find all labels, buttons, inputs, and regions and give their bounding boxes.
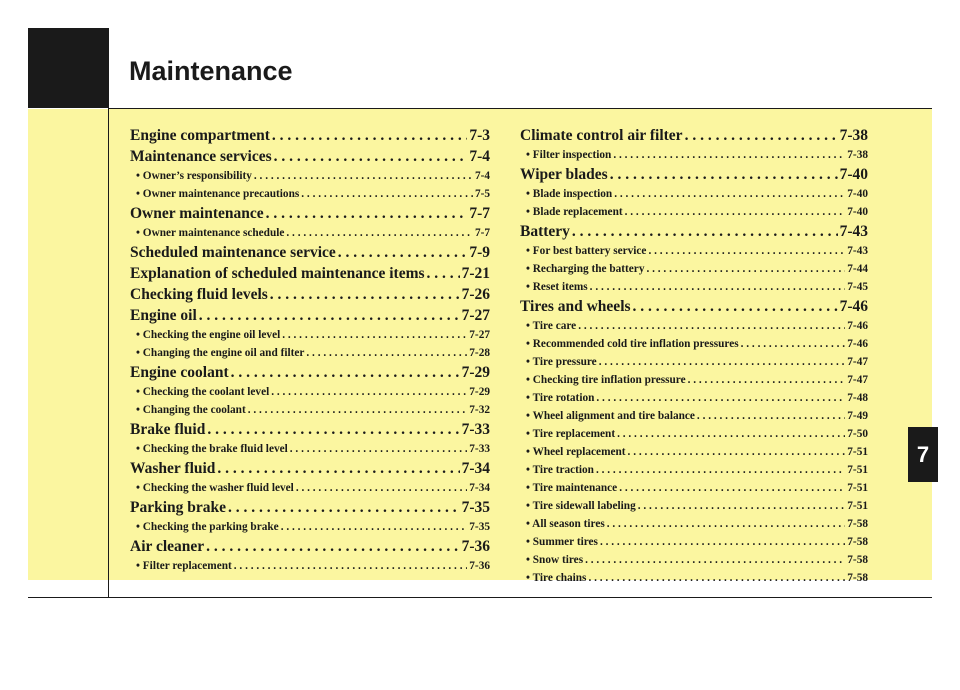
dot-leader [596,389,845,407]
dot-leader [274,146,468,167]
toc-entry-page: 7-4 [469,148,490,165]
dot-leader [596,461,845,479]
toc-entry[interactable] [130,362,490,383]
toc-entry-page: 7-47 [847,356,868,368]
dot-leader [296,479,467,497]
toc-entry-page: 7-29 [461,364,490,381]
toc-entry-label: • Checking tire inflation pressure [526,374,686,386]
toc-entry-page: 7-40 [839,166,868,183]
dot-leader [688,371,846,389]
toc-entry-label: Maintenance services [130,148,272,165]
toc-entry-page: 7-51 [847,482,868,494]
toc-subentry[interactable] [130,185,490,203]
dot-leader [578,317,845,335]
toc-entry-page: 7-48 [847,392,868,404]
dot-leader [281,518,468,536]
toc-subentry[interactable] [520,497,868,515]
toc-entry-page: 7-43 [839,223,868,240]
bottom-rule [28,597,932,598]
toc-entry-label: • Owner maintenance precautions [136,188,300,200]
toc-entry-page: 7-43 [847,245,868,257]
toc-entry-page: 7-21 [461,265,490,282]
toc-subentry[interactable] [130,167,490,185]
dot-leader [572,221,838,242]
toc-entry-label: • Tire traction [526,464,594,476]
toc-entry-page: 7-46 [839,298,868,315]
dot-leader [306,344,467,362]
toc-entry-label: Scheduled maintenance service [130,244,336,261]
toc-subentry[interactable] [520,515,868,533]
toc-entry-page: 7-58 [847,536,868,548]
toc-entry[interactable] [130,284,490,305]
toc-entry-label: Battery [520,223,570,240]
toc-subentry[interactable] [130,479,490,497]
toc-subentry[interactable] [520,533,868,551]
toc-entry-label: Brake fluid [130,421,206,438]
dot-leader [590,278,846,296]
toc-entry-label: • Tire chains [526,572,587,584]
toc-subentry[interactable] [130,383,490,401]
toc-entry-page: 7-47 [847,374,868,386]
toc-entry-page: 7-58 [847,572,868,584]
toc-entry[interactable] [130,263,490,284]
toc-entry-label: • Changing the engine oil and filter [136,347,305,359]
toc-entry[interactable] [130,458,490,479]
toc-entry-label: Engine coolant [130,364,229,381]
toc-entry-page: 7-36 [469,560,490,572]
toc-entry-page: 7-46 [847,320,868,332]
toc-subentry[interactable] [130,518,490,536]
dot-leader [272,125,467,146]
toc-entry-page: 7-44 [847,263,868,275]
toc-subentry[interactable] [520,551,868,569]
toc-subentry[interactable] [520,317,868,335]
toc-entry-page: 7-34 [469,482,490,494]
toc-entry-label: • Recharging the battery [526,263,645,275]
toc-entry-label: Wiper blades [520,166,608,183]
toc-subentry[interactable] [520,203,868,221]
toc-entry-label: Climate control air filter [520,127,683,144]
header-corner-block [28,28,108,108]
dot-leader [638,497,846,515]
dot-leader [199,305,460,326]
toc-subentry[interactable] [520,146,868,164]
toc-subentry[interactable] [130,401,490,419]
toc-entry-label: • Checking the parking brake [136,521,279,533]
toc-entry-label: • Tire replacement [526,428,616,440]
toc-entry-page: 7-35 [461,499,490,516]
toc-entry-label: • Owner’s responsibility [136,170,252,182]
toc-entry-label: Air cleaner [130,538,205,555]
dot-leader [599,353,846,371]
toc-entry[interactable] [130,497,490,518]
toc-entry-page: 7-7 [474,227,490,239]
toc-subentry[interactable] [520,242,868,260]
toc-column-right [520,125,868,587]
toc-column-left [130,125,490,575]
toc-entry-label: • Checking the coolant level [136,386,270,398]
toc-entry-page: 7-40 [847,188,868,200]
toc-entry-label: Checking fluid levels [130,286,268,303]
toc-entry-label: Owner maintenance [130,205,264,222]
toc-entry-label: Tires and wheels [520,298,631,315]
dot-leader [286,224,473,242]
toc-entry-page: 7-29 [469,386,490,398]
dot-leader [600,533,845,551]
dot-leader [697,407,845,425]
dot-leader [685,125,838,146]
toc-entry[interactable] [130,203,490,224]
toc-entry-label: • Wheel replacement [526,446,626,458]
toc-subentry[interactable] [520,407,868,425]
toc-entry-page: 7-33 [461,421,490,438]
toc-entry-label: • Summer tires [526,536,598,548]
toc-entry-label: • Recommended cold tire inflation pressures [526,338,739,350]
toc-entry-label: • Tire pressure [526,356,597,368]
toc-entry-page: 7-27 [461,307,490,324]
toc-subentry[interactable] [130,326,490,344]
toc-entry-page: 7-26 [461,286,490,303]
toc-entry-label: Engine oil [130,307,197,324]
toc-entry-page: 7-3 [469,127,490,144]
dot-leader [270,284,460,305]
toc-entry-label: Parking brake [130,499,227,516]
toc-entry-page: 7-45 [847,281,868,293]
toc-entry-page: 7-50 [847,428,868,440]
toc-entry-page: 7-38 [847,149,868,161]
toc-entry-label: • Blade replacement [526,206,623,218]
toc-entry-label: • Filter replacement [136,560,232,572]
toc-subentry[interactable] [520,353,868,371]
dot-leader [207,419,459,440]
toc-entry-page: 7-51 [847,464,868,476]
dot-leader [628,443,846,461]
dot-leader [217,458,459,479]
toc-entry-label: • Wheel alignment and tire balance [526,410,695,422]
toc-entry-page: 7-27 [469,329,490,341]
toc-subentry[interactable] [130,224,490,242]
dot-leader [619,479,845,497]
toc-entry-page: 7-9 [469,244,490,261]
dot-leader [266,203,468,224]
toc-subentry[interactable] [130,557,490,575]
toc-entry[interactable] [130,305,490,326]
dot-leader [585,551,845,569]
toc-entry-label: • Reset items [526,281,588,293]
toc-entry[interactable] [130,242,490,263]
toc-entry[interactable] [520,221,868,242]
toc-entry-label: Engine compartment [130,127,270,144]
toc-entry-page: 7-51 [847,446,868,458]
toc-entry-page: 7-36 [461,538,490,555]
toc-subentry[interactable] [520,278,868,296]
dot-leader [617,425,845,443]
dot-leader [633,296,838,317]
toc-entry-label: • Checking the engine oil level [136,329,281,341]
dot-leader [607,515,846,533]
toc-entry-label: • Owner maintenance schedule [136,227,285,239]
dot-leader [254,167,473,185]
toc-subentry[interactable] [520,371,868,389]
toc-subentry[interactable] [520,425,868,443]
toc-entry-page: 7-51 [847,500,868,512]
dot-leader [290,440,468,458]
dot-leader [206,536,459,557]
toc-entry[interactable] [520,296,868,317]
dot-leader [625,203,846,221]
dot-leader [271,383,467,401]
dot-leader [282,326,467,344]
toc-entry-page: 7-38 [839,127,868,144]
dot-leader [741,335,846,353]
toc-entry[interactable] [520,164,868,185]
toc-entry-label: Explanation of scheduled maintenance items [130,265,425,282]
chapter-tab[interactable]: 7 [908,427,938,482]
toc-entry[interactable] [130,125,490,146]
dot-leader [646,260,845,278]
dot-leader [648,242,845,260]
toc-entry-label: • Filter inspection [526,149,612,161]
toc-entry-label: • For best battery service [526,245,647,257]
toc-entry-label: • Checking the brake fluid level [136,443,288,455]
toc-subentry[interactable] [520,443,868,461]
toc-entry-page: 7-4 [474,170,490,182]
toc-entry-page: 7-35 [469,521,490,533]
toc-entry[interactable] [130,536,490,557]
toc-entry[interactable] [130,419,490,440]
page-title: Maintenance [129,56,293,86]
dot-leader [231,362,460,383]
toc-subentry[interactable] [520,479,868,497]
toc-entry-label: • Tire maintenance [526,482,618,494]
toc-entry-label: • Blade inspection [526,188,613,200]
toc-entry-page: 7-58 [847,554,868,566]
toc-entry-page: 7-32 [469,404,490,416]
toc-subentry[interactable] [520,461,868,479]
toc-entry-page: 7-40 [847,206,868,218]
toc-entry-page: 7-5 [474,188,490,200]
toc-entry[interactable] [130,146,490,167]
toc-subentry[interactable] [520,185,868,203]
left-margin-rule [108,28,109,598]
toc-entry-label: • Tire sidewall labeling [526,500,636,512]
dot-leader [301,185,473,203]
toc-entry-label: • Tire rotation [526,392,595,404]
toc-entry-label: Washer fluid [130,460,216,477]
toc-entry-page: 7-7 [469,205,490,222]
toc-subentry[interactable] [520,389,868,407]
toc-entry-page: 7-58 [847,518,868,530]
dot-leader [614,185,845,203]
toc-subentry[interactable] [130,440,490,458]
toc-entry-page: 7-33 [469,443,490,455]
toc-entry-label: • All season tires [526,518,605,530]
dot-leader [234,557,468,575]
toc-entry-label: • Tire care [526,320,577,332]
toc-entry-page: 7-34 [461,460,490,477]
dot-leader [613,146,845,164]
toc-subentry[interactable] [520,260,868,278]
toc-entry-page: 7-28 [469,347,490,359]
toc-subentry[interactable] [520,569,868,587]
dot-leader [588,569,845,587]
toc-entry-label: • Checking the washer fluid level [136,482,294,494]
toc-entry-label: • Snow tires [526,554,584,566]
toc-entry-label: • Changing the coolant [136,404,246,416]
dot-leader [610,164,838,185]
dot-leader [248,401,468,419]
toc-subentry[interactable] [520,335,868,353]
dot-leader [338,242,468,263]
toc-subentry[interactable] [130,344,490,362]
dot-leader [228,497,460,518]
toc-entry-page: 7-46 [847,338,868,350]
toc-entry[interactable] [520,125,868,146]
toc-entry-page: 7-49 [847,410,868,422]
dot-leader [427,263,460,284]
